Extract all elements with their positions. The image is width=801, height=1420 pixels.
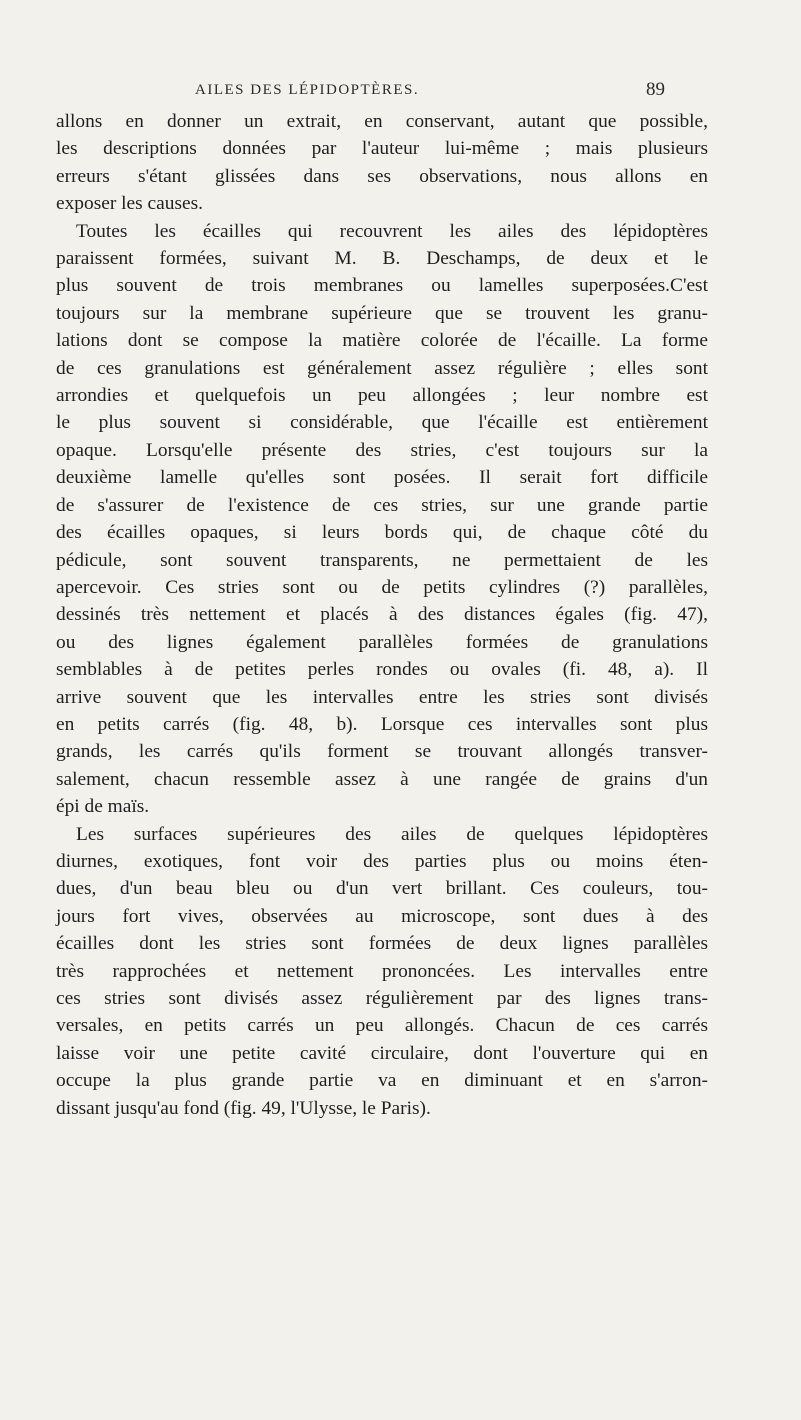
text-line: salement, chacun ressemble assez à une rangée de grains d'un	[56, 768, 708, 790]
text-line: jours fort vives, observées au microscope, sont dues à des	[56, 905, 708, 927]
text-line: de s'assurer de l'existence de ces stries, sur une grande partie	[56, 494, 708, 516]
text-line: paraissent formées, suivant M. B. Deschamps, de deux et le	[56, 248, 708, 270]
text-line: arrondies et quelquefois un peu allongées ; leur nombre est	[56, 385, 708, 407]
text-line: erreurs s'étant glissées dans ses observations, nous allons en	[56, 165, 708, 187]
text-line: ou des lignes également parallèles formées de granulations	[56, 631, 708, 653]
text-line: pédicule, sont souvent transparents, ne permettaient de les	[56, 549, 708, 571]
text-line: dissant jusqu'au fond (fig. 49, l'Ulysse, le Paris).	[56, 1097, 431, 1119]
text-line: le plus souvent si considérable, que l'écaille est entièrement	[56, 412, 708, 434]
text-line: versales, en petits carrés un peu allongés. Chacun de ces carrés	[56, 1015, 708, 1037]
text-line: Les surfaces supérieures des ailes de quelques lépidoptères	[76, 823, 708, 845]
text-line: allons en donner un extrait, en conservant, autant que possible,	[56, 111, 708, 132]
text-line: diurnes, exotiques, font voir des parties plus ou moins éten-	[56, 850, 708, 872]
text-line: laisse voir une petite cavité circulaire, dont l'ouverture qui en	[56, 1042, 708, 1064]
text-line: de ces granulations est généralement assez régulière ; elles sont	[56, 357, 708, 379]
text-line: apercevoir. Ces stries sont ou de petits cylindres (?) parallèles,	[56, 576, 708, 598]
page-number: 89	[646, 79, 665, 100]
text-line: plus souvent de trois membranes ou lamelles superposées.C'est	[56, 275, 708, 297]
text-line: ces stries sont divisés assez régulièrement par des lignes trans-	[56, 988, 708, 1009]
text-line: occupe la plus grande partie va en diminuant et en s'arron-	[56, 1070, 708, 1092]
text-line: Toutes les écailles qui recouvrent les ailes des lépidoptères	[76, 220, 708, 242]
text-line: écailles dont les stries sont formées de deux lignes parallèles	[56, 933, 708, 955]
text-line: opaque. Lorsqu'elle présente des stries, c'est toujours sur la	[56, 439, 708, 461]
text-line: semblables à de petites perles rondes ou ovales (fi. 48, a). Il	[56, 659, 708, 681]
text-line: dues, d'un beau bleu ou d'un vert brillant. Ces couleurs, tou-	[56, 878, 708, 900]
text-line: deuxième lamelle qu'elles sont posées. Il serait fort difficile	[56, 467, 708, 489]
text-line: lations dont se compose la matière colorée de l'écaille. La forme	[56, 330, 708, 352]
text-line: très rapprochées et nettement prononcées. Les intervalles entre	[56, 960, 708, 982]
running-title: AILES DES LÉPIDOPTÈRES.	[195, 82, 420, 98]
text-line: dessinés très nettement et placés à des distances égales (fig. 47),	[56, 604, 708, 626]
text-line: épi de maïs.	[56, 796, 150, 818]
text-line: des écailles opaques, si leurs bords qui, de chaque côté du	[56, 522, 708, 544]
body-text	[56, 108, 708, 1122]
text-line: grands, les carrés qu'ils forment se trouvant allongés transver-	[56, 741, 708, 763]
text-line: en petits carrés (fig. 48, b). Lorsque ces intervalles sont plus	[56, 713, 708, 735]
text-line: exposer les causes.	[56, 193, 203, 215]
text-line: toujours sur la membrane supérieure que se trouvent les granu-	[56, 302, 708, 324]
text-line: arrive souvent que les intervalles entre les stries sont divisés	[56, 686, 708, 708]
text-line: les descriptions données par l'auteur lui-même ; mais plusieurs	[56, 138, 708, 160]
